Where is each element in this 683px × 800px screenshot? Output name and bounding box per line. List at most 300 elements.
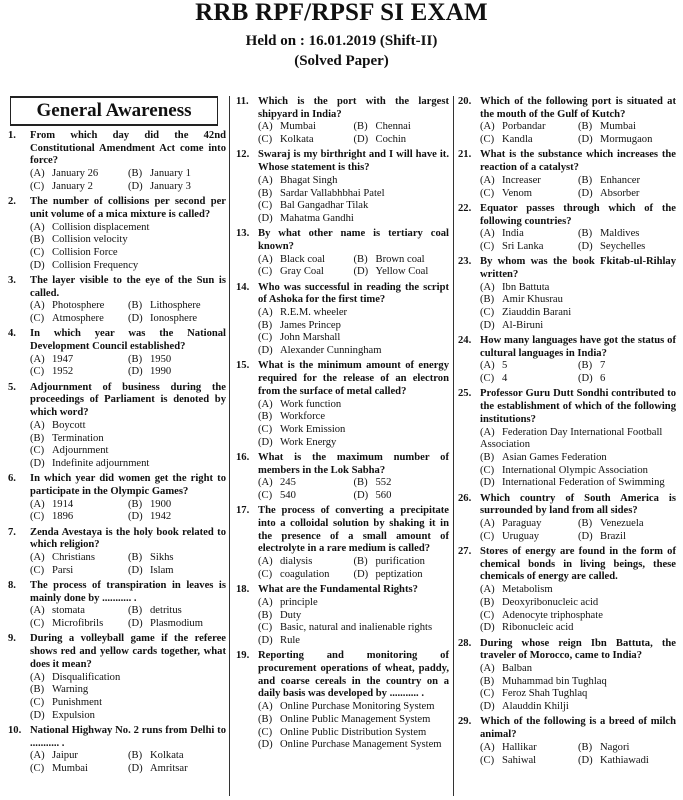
options: [236, 175, 449, 226]
option-text: 5: [502, 360, 508, 372]
option-text: 1914: [52, 498, 74, 510]
question-text-row: [8, 275, 226, 300]
option: [128, 499, 226, 512]
question-text-row: [458, 203, 676, 228]
question-text: During whose reign Ibn Battuta, the traveler of Morocco, came to India?: [480, 637, 676, 662]
option-letter: (A): [480, 741, 495, 753]
option: [258, 254, 354, 267]
option-text: Venezuela: [600, 518, 644, 530]
option-text: Amir Khusrau: [502, 294, 563, 306]
option-letter: (A): [30, 605, 45, 617]
option-letter: (D): [128, 763, 143, 775]
option: [480, 742, 578, 755]
option: [30, 458, 226, 471]
option: [128, 181, 226, 194]
question-number: 17.: [236, 505, 250, 517]
option: [480, 597, 676, 610]
option: [30, 181, 128, 194]
option-text: Paraguay: [502, 518, 542, 530]
option: [578, 531, 676, 544]
option-text: Mumbai: [280, 121, 316, 133]
option: [258, 739, 449, 752]
option: [354, 490, 450, 503]
option-letter: (B): [353, 253, 368, 265]
option: [578, 175, 676, 188]
option: [578, 134, 676, 147]
option-letter: (C): [30, 618, 45, 630]
question-block: [458, 716, 676, 767]
options: [236, 121, 449, 146]
question-block: [8, 633, 226, 722]
option: [30, 260, 226, 273]
options: [8, 168, 226, 193]
option: [258, 399, 449, 412]
question-text: Which of the following port is situated at the mouth of the Gulf of Kutch?: [480, 96, 676, 120]
option-row: [480, 188, 676, 201]
question-block: [8, 196, 226, 272]
options: [458, 518, 676, 543]
options: [236, 254, 449, 279]
option: [30, 354, 128, 367]
option-row: [258, 477, 449, 490]
option: [30, 618, 128, 631]
question-text: During a volleyball game if the referee shows red and yellow cards together, what does it mean?: [30, 633, 226, 670]
question-text: Adjournment of business during the proceedings of Parliament is denoted by which word?: [30, 381, 226, 419]
option-letter: (A): [480, 121, 495, 133]
option-text: Muhammad bin Tughlaq: [502, 675, 607, 687]
question-number: 20.: [458, 96, 472, 107]
option-text: Mahatma Gandhi: [280, 212, 354, 224]
option-letter: (A): [480, 360, 495, 372]
option-text: Jaipur: [52, 750, 78, 762]
option: [30, 499, 128, 512]
question-text-row: [8, 527, 226, 552]
option: [480, 241, 578, 254]
option-letter: (A): [30, 168, 45, 180]
option: [354, 477, 450, 490]
option: [30, 234, 226, 247]
options: [8, 420, 226, 471]
options: [8, 300, 226, 325]
option-text: Gray Coal: [280, 266, 324, 278]
option-letter: (B): [258, 609, 273, 621]
option-letter: (B): [480, 294, 495, 306]
options: [236, 556, 449, 581]
options: [236, 597, 449, 648]
option-row: [480, 134, 676, 147]
option-letter: (C): [258, 332, 273, 344]
question-number: 4.: [8, 328, 16, 340]
option-text: 1942: [150, 511, 172, 523]
question-number: 16.: [236, 451, 250, 463]
option: [258, 121, 354, 134]
option: [578, 755, 676, 768]
option-text: Black coal: [280, 253, 326, 265]
question-column-2: [236, 96, 449, 755]
question-text-row: [458, 96, 676, 121]
option-text: Boycott: [52, 419, 86, 431]
question-text: Who was successful in reading the script of Ashoka for the first time?: [258, 281, 449, 306]
option-letter: (B): [578, 121, 593, 133]
option: [30, 168, 128, 181]
option-letter: (D): [480, 319, 495, 331]
question-text: Equator passes through which of the following countries?: [480, 202, 676, 227]
option-text: Adenocyte triphosphate: [502, 609, 603, 621]
option-text: 1900: [150, 498, 172, 510]
option-letter: (C): [480, 530, 495, 542]
options: [458, 228, 676, 253]
option: [30, 433, 226, 446]
option-text: peptization: [375, 568, 423, 580]
option-letter: (A): [30, 419, 45, 431]
option-letter: (C): [258, 423, 273, 435]
option-text: Sikhs: [150, 552, 174, 564]
option: [258, 701, 449, 714]
question-text: Reporting and monitoring of procurement operations of wheat, paddy, and coarse cereals in the country on a daily basis was developed by ........... .: [258, 650, 449, 700]
option: [578, 241, 676, 254]
option-text: Bhagat Singh: [280, 174, 338, 186]
option-text: Porbandar: [502, 121, 546, 133]
option-text: Basic, natural and inalienable rights: [280, 622, 433, 634]
question-block: [8, 130, 226, 194]
solved-paper-label: (Solved Paper): [294, 53, 389, 69]
option: [354, 569, 450, 582]
option: [480, 622, 676, 635]
question-text-row: [458, 716, 676, 741]
option-text: Punishment: [52, 696, 103, 708]
option-letter: (C): [30, 246, 45, 258]
option-letter: (D): [578, 754, 593, 766]
option: [258, 622, 449, 635]
option-letter: (B): [128, 353, 143, 365]
option-letter: (D): [258, 436, 273, 448]
option-row: [480, 228, 676, 241]
question-number: 12.: [236, 149, 250, 161]
option-text: Ionosphere: [150, 313, 198, 325]
option-text: Mumbai: [52, 763, 88, 775]
question-number: 10.: [8, 724, 22, 736]
option-text: Feroz Shah Tughlaq: [502, 688, 588, 700]
question-text-row: [8, 382, 226, 420]
question-text-row: [458, 638, 676, 663]
question-block: [458, 256, 676, 332]
option-text: Collision displacement: [52, 221, 150, 233]
option: [258, 437, 449, 450]
option-row: [30, 181, 226, 194]
option: [480, 134, 578, 147]
question-text: National Highway No. 2 runs from Delhi to ........... .: [30, 724, 226, 749]
option: [480, 228, 578, 241]
question-block: [458, 388, 676, 490]
option-letter: (A): [258, 121, 273, 133]
question-number: 8.: [8, 580, 16, 592]
option-row: [30, 168, 226, 181]
option-letter: (D): [128, 618, 143, 630]
option-letter: (A): [480, 228, 495, 240]
option: [128, 552, 226, 565]
question-text: Which country of South America is surrounded by land from all sides?: [480, 492, 676, 517]
option: [480, 531, 578, 544]
option-letter: (C): [480, 373, 495, 385]
option-text: Atmosphere: [52, 313, 104, 325]
option: [128, 313, 226, 326]
question-number: 19.: [236, 650, 250, 662]
option-row: [30, 618, 226, 631]
question-block: [458, 546, 676, 635]
question-text: Professor Guru Dutt Sondhi contributed to the establishment of which of the following institutions?: [480, 388, 676, 425]
question-text-row: [8, 580, 226, 605]
question-text-row: [236, 650, 449, 701]
option-letter: (C): [30, 366, 45, 378]
option-text: January 26: [52, 168, 99, 180]
option-row: [480, 742, 676, 755]
option-text: India: [502, 228, 524, 240]
option-letter: (D): [128, 366, 143, 378]
option: [258, 477, 354, 490]
question-number: 3.: [8, 274, 16, 286]
option-text: Disqualification: [52, 671, 121, 683]
option-text: 4: [502, 373, 508, 385]
option-letter: (C): [30, 180, 45, 192]
option-text: Online Public Distribution System: [280, 726, 427, 738]
option: [258, 597, 449, 610]
option-letter: (D): [258, 345, 273, 357]
option-row: [480, 755, 676, 768]
question-text: What is the substance which increases the reaction of a catalyst?: [480, 149, 676, 174]
question-text: How many languages have got the status of cultural languages in India?: [480, 335, 676, 359]
option-text: Ibn Battuta: [502, 281, 550, 293]
option-text: 1990: [150, 366, 172, 378]
question-number: 29.: [458, 716, 472, 728]
option-row: [30, 499, 226, 512]
option-letter: (A): [258, 477, 273, 489]
option-letter: (D): [578, 530, 593, 542]
option: [30, 565, 128, 578]
question-text-row: [236, 505, 449, 556]
option-letter: (D): [258, 212, 273, 224]
question-text-row: [458, 149, 676, 174]
option-letter: (D): [353, 134, 369, 146]
question-block: [236, 96, 449, 147]
option-text: Enhancer: [600, 174, 640, 186]
option-letter: (A): [30, 498, 45, 510]
option-text: Chennai: [375, 121, 411, 133]
option-text: Islam: [150, 564, 174, 576]
option: [30, 247, 226, 260]
option: [354, 254, 450, 267]
option: [480, 584, 676, 597]
option: [578, 121, 676, 134]
option-row: [30, 763, 226, 776]
section-title: General Awareness: [10, 96, 218, 126]
option-text: Collision Force: [52, 246, 118, 258]
option-row: [258, 254, 449, 267]
option-letter: (C): [480, 187, 495, 199]
option-text: Cochin: [375, 134, 407, 146]
option-text: Venom: [502, 187, 533, 199]
option-text: 1952: [52, 366, 74, 378]
option-letter: (D): [480, 701, 495, 713]
option-letter: (C): [480, 688, 495, 700]
question-text: The layer visible to the eye of the Sun is called.: [30, 274, 226, 299]
option: [354, 266, 450, 279]
option-row: [30, 552, 226, 565]
option: [480, 294, 676, 307]
question-text-row: [458, 546, 676, 584]
option: [480, 121, 578, 134]
option: [30, 750, 128, 763]
option-letter: (A): [30, 221, 45, 233]
option: [258, 320, 449, 333]
question-text: What are the Fundamental Rights?: [258, 584, 418, 596]
question-number: 11.: [236, 96, 249, 107]
option-row: [30, 605, 226, 618]
option-letter: (B): [258, 411, 273, 423]
option: [578, 188, 676, 201]
option: [354, 121, 450, 134]
column-divider: [229, 96, 230, 796]
question-text: The process of converting a precipitate into a colloidal solution by shaking it in the presence of a small amount of electrolyte in a rare medium is called?: [258, 505, 449, 555]
option-letter: (A): [480, 426, 495, 438]
option-text: Termination: [52, 432, 104, 444]
option-text: coagulation: [280, 568, 330, 580]
option-text: Yellow Coal: [375, 266, 429, 278]
option: [258, 266, 354, 279]
option-text: Plasmodium: [150, 618, 203, 630]
option-text: International Olympic Association: [502, 464, 648, 476]
option: [128, 750, 226, 763]
option-text: Ziauddin Barani: [502, 307, 572, 319]
question-block: [236, 282, 449, 358]
option-text: Photosphere: [52, 300, 105, 312]
option: [258, 175, 449, 188]
option: [258, 345, 449, 358]
option-text: Collision Frequency: [52, 259, 139, 271]
option-letter: (B): [578, 741, 593, 753]
question-text-row: [458, 388, 676, 426]
question-block: [458, 149, 676, 200]
option-text: Mumbai: [600, 121, 636, 133]
option: [480, 663, 676, 676]
option-letter: (B): [128, 605, 143, 617]
option-letter: (D): [353, 568, 369, 580]
question-column-1: [8, 96, 226, 778]
option-row: [480, 373, 676, 386]
option-letter: (B): [128, 168, 143, 180]
option: [480, 373, 578, 386]
option-text: Indefinite adjournment: [52, 457, 150, 469]
option-text: James Princep: [280, 319, 341, 331]
option-letter: (B): [128, 300, 143, 312]
option: [30, 313, 128, 326]
question-number: 13.: [236, 228, 250, 240]
option: [480, 755, 578, 768]
option-letter: (B): [578, 518, 593, 530]
option-letter: (B): [480, 596, 495, 608]
option-letter: (A): [30, 353, 45, 365]
option-letter: (D): [128, 564, 143, 576]
question-block: [8, 580, 226, 631]
option-text: Asian Games Federation: [502, 451, 607, 463]
option: [480, 610, 676, 623]
option-row: [258, 490, 449, 503]
question-block: [458, 335, 676, 386]
option: [480, 518, 578, 531]
option-letter: (B): [353, 121, 368, 133]
question-text: Which of the following is a breed of milch animal?: [480, 716, 676, 741]
option-text: John Marshall: [280, 332, 341, 344]
question-text-row: [236, 96, 449, 121]
option: [258, 635, 449, 648]
option-letter: (C): [30, 445, 45, 457]
option: [128, 511, 226, 524]
options: [458, 742, 676, 767]
question-block: [8, 473, 226, 524]
option: [578, 360, 676, 373]
option-text: Alauddin Khilji: [502, 701, 569, 713]
question-text: By what other name is tertiary coal known?: [258, 228, 449, 252]
option: [258, 411, 449, 424]
question-block: [8, 527, 226, 578]
question-text-row: [8, 473, 226, 498]
option: [30, 445, 226, 458]
option-letter: (C): [258, 490, 273, 502]
option-row: [480, 121, 676, 134]
option-letter: (C): [258, 266, 273, 278]
option-text: Absorber: [600, 187, 640, 199]
option-text: Brazil: [600, 530, 626, 542]
option-letter: (B): [128, 552, 143, 564]
option-text: stomata: [52, 605, 85, 617]
option: [480, 307, 676, 320]
option-letter: (A): [480, 518, 495, 530]
option-letter: (B): [578, 360, 593, 372]
option-text: Sri Lanka: [502, 240, 544, 252]
option-letter: (D): [578, 373, 593, 385]
option: [128, 354, 226, 367]
option-letter: (A): [30, 750, 45, 762]
option-letter: (A): [30, 300, 45, 312]
option-row: [258, 134, 449, 147]
question-number: 7.: [8, 526, 16, 538]
question-text-row: [236, 452, 449, 477]
option-row: [30, 354, 226, 367]
option-text: Online Public Management System: [280, 713, 431, 725]
option-row: [258, 266, 449, 279]
option-letter: (A): [480, 584, 495, 596]
option-text: Work Energy: [280, 436, 337, 448]
option-row: [258, 121, 449, 134]
option-text: Alexander Cunningham: [280, 345, 382, 357]
option-row: [480, 531, 676, 544]
question-text-row: [458, 335, 676, 360]
option-letter: (C): [480, 609, 495, 621]
option-text: Kolkata: [150, 750, 184, 762]
option: [480, 701, 676, 714]
option-text: Duty: [280, 609, 302, 621]
question-block: [236, 505, 449, 581]
option-text: Uruguay: [502, 530, 540, 542]
option: [30, 420, 226, 433]
option-letter: (A): [30, 671, 45, 683]
option-row: [30, 511, 226, 524]
question-block: [236, 650, 449, 752]
option-letter: (A): [258, 701, 273, 713]
option-text: R.E.M. wheeler: [280, 307, 348, 319]
option-letter: (A): [258, 596, 273, 608]
question-text-row: [458, 256, 676, 281]
option: [258, 610, 449, 623]
